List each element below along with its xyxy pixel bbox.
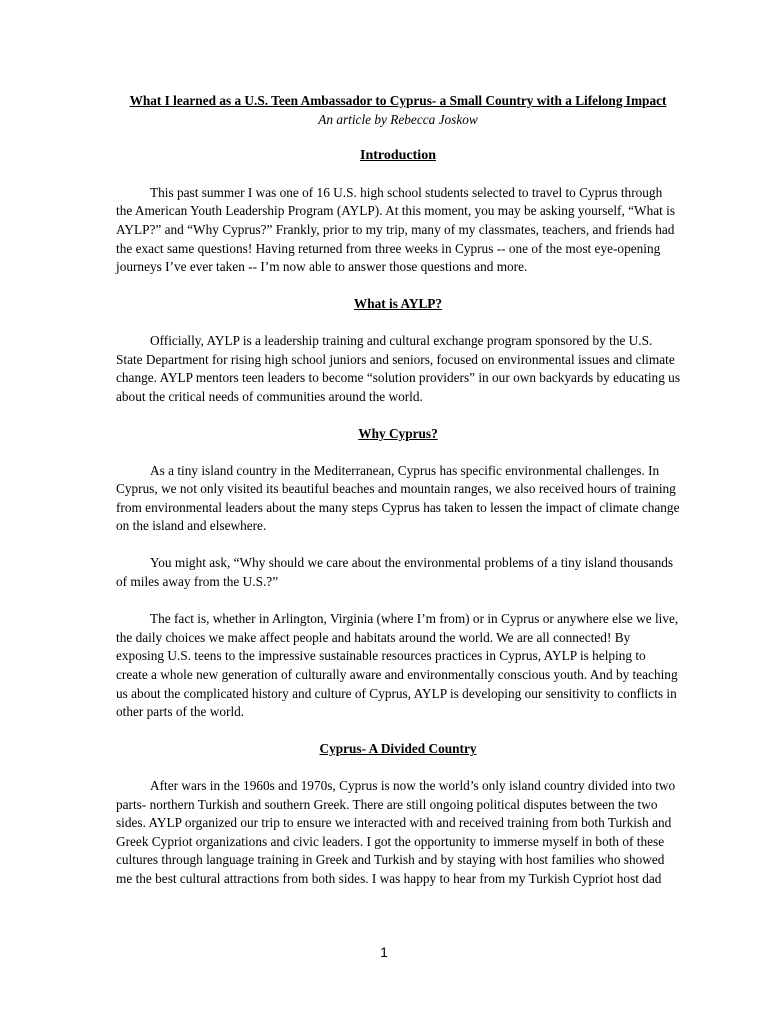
paragraph: This past summer I was one of 16 U.S. high school students selected to travel to Cyprus through the American Youth Leadership Program (AYLP). At this moment, you may be asking yourself, “What is AYLP?” and “Why Cyprus?” Frankly, prior to my trip, many of my classmates, teachers, and friends had the exact same questions! Having returned from three weeks in Cyprus -- one of the most eye-opening journeys I’ve ever taken -- I’m now able to answer those questions and more. — [116, 184, 676, 275]
paragraph: You might ask, “Why should we care about the environmental problems of a tiny island thousands of miles away from the U.S.?” — [116, 555, 674, 590]
page-number: 1 — [380, 944, 388, 960]
article-byline: An article by Rebecca Joskow — [318, 111, 478, 127]
paragraph: After wars in the 1960s and 1970s, Cyprus is now the world’s only island country divided into two parts- northern Turkish and southern Greek. There are still ongoing political disputes between the two sides. AYLP organized our trip to ensure we interacted with and received training from both Turkish and Greek Cypriot organizations and civic leaders. I got the opportunity to immerse myself in both of these cultures through language training in Greek and Turkish and by staying with host families who showed me the best cultural attractions from both sides. I was happy to hear from my Turkish Cypriot host dad — [116, 778, 676, 886]
section-heading: Introduction — [360, 148, 436, 164]
paragraph: As a tiny island country in the Mediterranean, Cyprus has specific environmental challenges. In Cyprus, we not only visited its beautiful beaches and mountain ranges, we also received hours of training from environmental leaders about the many steps Cyprus has taken to lessen the impact of climate change on the island and elsewhere. — [116, 462, 680, 534]
section-heading: What is AYLP? — [353, 296, 443, 312]
document-body — [116, 92, 680, 907]
section-what-is-aylp — [116, 295, 680, 406]
section-heading: Why Cyprus? — [358, 425, 438, 441]
section-heading: Cyprus- A Divided Country — [319, 741, 477, 757]
section-divided-country — [116, 740, 680, 888]
paragraph: Officially, AYLP is a leadership training and cultural exchange program sponsored by the U.S. State Department for rising high school juniors and seniors, focused on environmental issues and climate change. AYLP mentors teen leaders to become “solution providers” in our own backyards by educating us about the critical needs of communities around the world. — [116, 332, 680, 404]
section-introduction — [116, 147, 680, 277]
section-why-cyprus — [116, 425, 680, 722]
article-title: What I learned as a U.S. Teen Ambassador to Cyprus- a Small Country with a Lifelong Impact — [129, 93, 667, 108]
paragraph: The fact is, whether in Arlington, Virginia (where I’m from) or in Cyprus or anywhere else we live, the daily choices we make affect people and habitats around the world. We are all connected! By exposing U.S. teens to the impressive sustainable resources practices in Cyprus, AYLP is helping to create a whole new generation of culturally aware and environmentally conscious youth. And by teaching us about the complicated history and culture of Cyprus, AYLP is developing our sensitivity to conflicts in other parts of the world. — [116, 611, 679, 720]
